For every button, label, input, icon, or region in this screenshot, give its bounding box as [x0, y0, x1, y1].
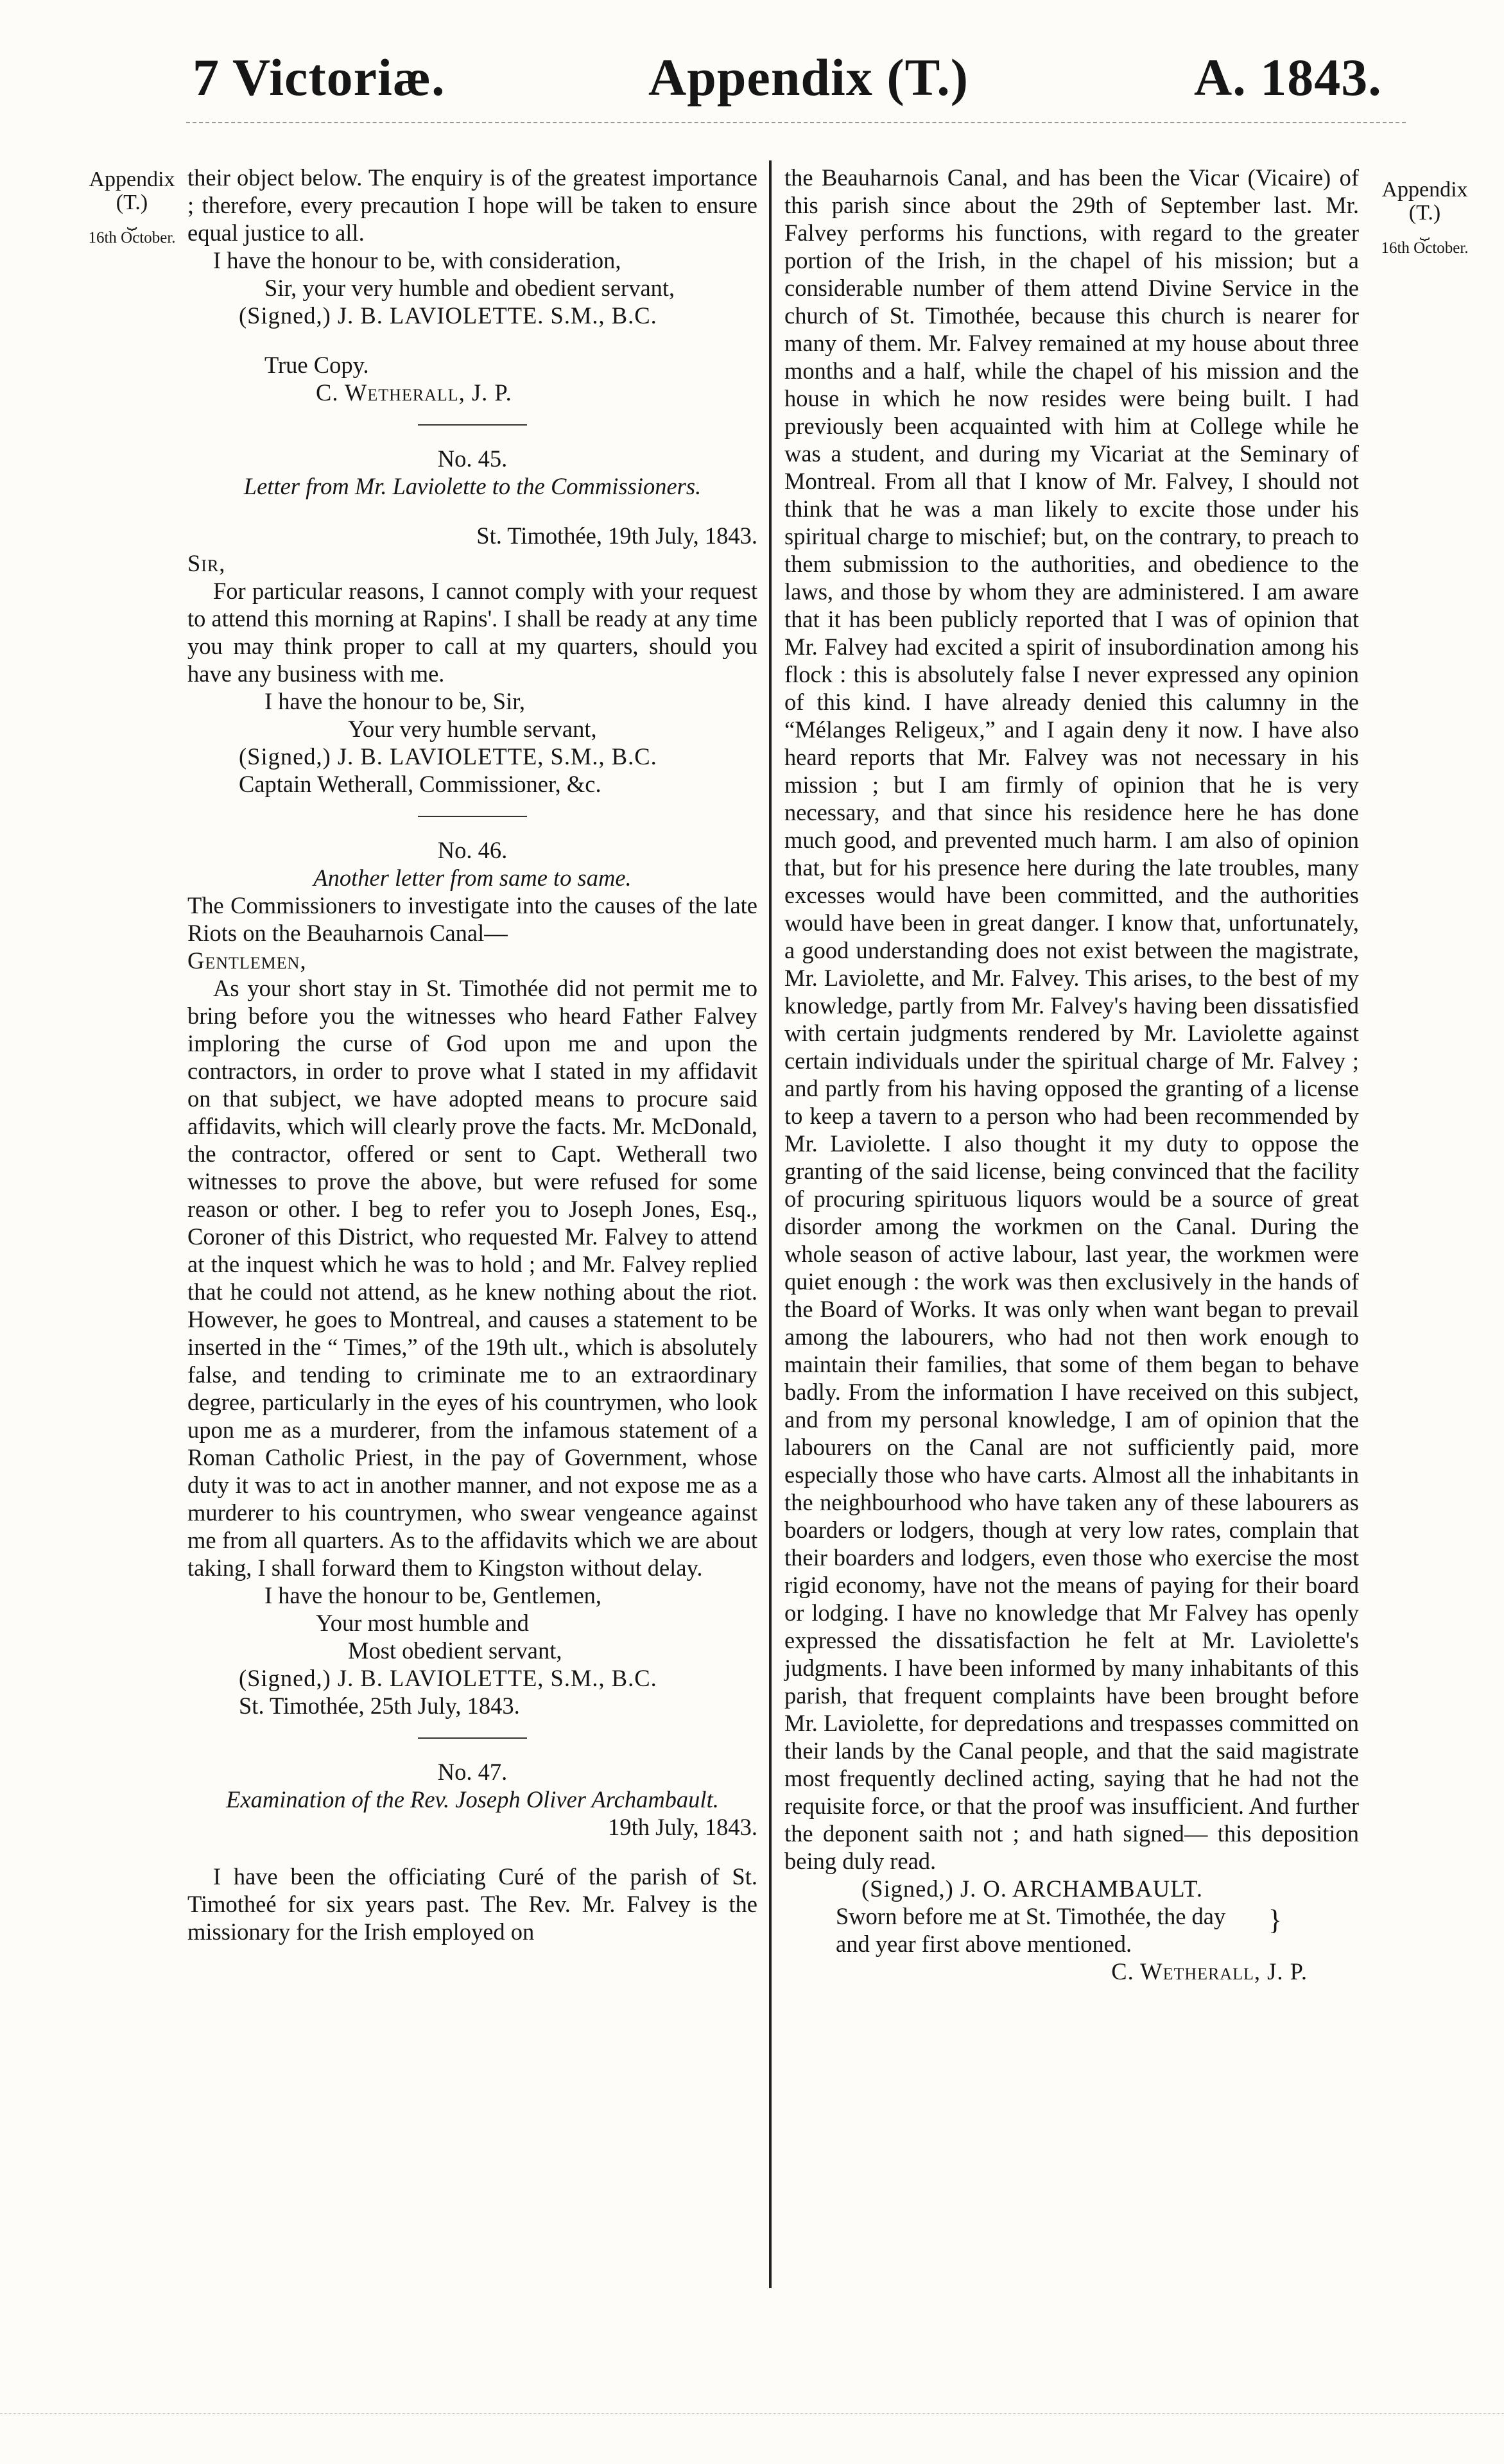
- examination-body-continued: the Beauharnois Canal, and has been the Vicar (Vicaire) of this parish since about the 29th of September last. Mr. Falvey performs his functions, with regard to the greater portion of the Irish, in the chapel of his mission; but a considerable number of them attend Divine Service in the church of St. Timothée, because this church is nearer for many of them. Mr. Falvey remained at my house about three months and a half, while the chapel of his mission and the house in which he now resides were being built. I had previously been acquainted with him at College while he was a student, and during my Vicariat at the Seminary of Montreal. From all that I know of Mr. Falvey, I should not think that he was a man likely to excite those under his spiritual charge to mischief; but, on the contrary, to preach to them submission to the authorities, and obedience to the laws, and those by whom they are administered. I am aware that it has been publicly reported that I was of opinion that Mr. Falvey had excited a spirit of insubordination among his flock : this is absolutely false I never expressed any opinion of this kind. I have already denied this calumny in the “Mélanges Religeux,” and I again deny it now. I have also heard reports that Mr. Falvey was not necessary in his mission ; but I am firmly of opinion that he is very necessary, and that since his residence here he has done much good, and prevented much harm. I am also of opinion that, but for his presence here during the late troubles, many excesses would have been committed, and the authorities would have been in great danger. I know that, unfortunately, a good understanding does not exist between the magistrate, Mr. Laviolette, and Mr. Falvey. This arises, to the best of my knowledge, partly from Mr. Falvey's having been dissatisfied with certain judgments rendered by Mr. Laviolette against certain individuals under the spiritual charge of Mr. Falvey ; and partly from his having opposed the granting of a license to keep a tavern to a person who had been recommended by Mr. Laviolette. I also thought it my duty to oppose the granting of the said license, being convinced that the facility of procuring spirituous liquors would be a source of great disorder among the workmen on the Canal. During the whole season of active labour, last year, the workmen were quiet enough : the work was then exclusively in the hands of the Board of Works. It was only when want began to prevail among the labourers, who had not then work enough to maintain their families, that some of them began to behave badly. From the information I have received on this subject, and from my personal knowledge, I am of opinion that the labourers on the Canal are not sufficiently paid, more especially those who have carts. Almost all the inhabitants in the neighbourhood who have taken any of these labourers as boarders or lodgers, though at very low rates, complain that their boarders and lodgers, even those who exercise the most rigid economy, have not the means of paying for their board or lodging. I have no knowledge that Mr Falvey has openly expressed the dissatisfaction he felt at Mr. Laviolette's judgments. I have been informed by many inhabitants of this parish, that frequent complaints have been brought before Mr. Laviolette, for depredations and trespasses committed on their lands by the Canal people, and that the said magistrate most frequently declined acting, saying that he had not the requisite force, or that the proof was insufficient. And further the deponent saith not ; and hath signed— this deposition being duly read.: [784, 164, 1359, 1874]
- closing-line: I have the honour to be, Sir,: [264, 688, 526, 714]
- right-column: [784, 164, 1359, 1985]
- closing-line: Your most humble and: [316, 1610, 529, 1636]
- right-brace-icon: }: [1268, 1904, 1282, 1936]
- margin-appendix-label: Appendix: [89, 168, 175, 191]
- letter-address: The Commissioners to investigate into the causes of the late Riots on the Beauharnois Canal—: [187, 892, 757, 946]
- header-regnal-year: 7 Victoriæ.: [193, 48, 445, 107]
- header-rule: [186, 122, 1406, 123]
- continuation-paragraph: their object below. The enquiry is of the greatest importance ; therefore, every precaution I hope will be taken to ensure equal justice to all.: [187, 164, 757, 246]
- margin-brace-icon: ⏟: [1419, 221, 1430, 240]
- document-number: No. 47.: [437, 1759, 508, 1785]
- closing-line: Most obedient servant,: [348, 1637, 562, 1664]
- document-title: Letter from Mr. Laviolette to the Commissioners.: [243, 473, 702, 499]
- closing-line: I have the honour to be, with consideration,: [213, 247, 621, 273]
- column-divider: [769, 160, 772, 2288]
- closing-line: Sir, your very humble and obedient servant,: [264, 275, 675, 301]
- document-number: No. 45.: [437, 445, 508, 472]
- margin-appendix-letter: (T.): [116, 191, 148, 214]
- margin-appendix-letter: (T.): [1408, 201, 1441, 225]
- signature-line: (Signed,) J. O. ARCHAMBAULT.: [861, 1875, 1203, 1902]
- margin-date: 16th October.: [1381, 239, 1469, 257]
- sworn-text: Sworn before me at St. Timothée, the day and year first above mentioned.: [836, 1903, 1226, 1957]
- letter-body: For particular reasons, I cannot comply with your request to attend this morning at Rapins'. I shall be ready at any time you may think proper to call at my quarters, should you have any business with me.: [187, 578, 757, 687]
- true-copy-signature: C. Wetherall, J. P.: [316, 379, 512, 406]
- document-title: Another letter from same to same.: [313, 865, 632, 891]
- document-date: 19th July, 1843.: [608, 1814, 757, 1840]
- closing-line: Your very humble servant,: [348, 716, 597, 742]
- signature-line: (Signed,) J. B. LAVIOLETTE. S.M., B.C.: [239, 302, 657, 329]
- closing-line: I have the honour to be, Gentlemen,: [264, 1582, 602, 1608]
- header-appendix-title: Appendix (T.): [648, 48, 969, 107]
- sworn-statement: [784, 1902, 1359, 1958]
- section-rule: [418, 424, 527, 426]
- margin-appendix-label: Appendix: [1381, 178, 1468, 202]
- header-year: A. 1843.: [1194, 48, 1382, 107]
- signature-line: (Signed,) J. B. LAVIOLETTE, S.M., B.C.: [239, 1665, 657, 1691]
- witness-signature: C. Wetherall, J. P.: [1111, 1958, 1308, 1985]
- salutation: Gentlemen,: [187, 947, 307, 974]
- right-margin-note: [1369, 178, 1481, 258]
- section-rule: [418, 1737, 527, 1739]
- true-copy-label: True Copy.: [264, 352, 369, 378]
- document-title: Examination of the Rev. Joseph Oliver Archambault.: [226, 1786, 719, 1813]
- left-column: [187, 164, 757, 1945]
- margin-date: 16th October.: [88, 229, 176, 246]
- document-date: St. Timothée, 19th July, 1843.: [476, 522, 757, 549]
- addressee-line: Captain Wetherall, Commissioner, &c.: [239, 771, 601, 797]
- section-rule: [418, 816, 527, 817]
- left-margin-note: [76, 168, 188, 248]
- examination-body: I have been the officiating Curé of the parish of St. Timotheé for six years past. The Rev. Mr. Falvey is the missionary for the Irish employed on: [187, 1863, 757, 1945]
- salutation: Sir,: [187, 550, 226, 576]
- signature-line: (Signed,) J. B. LAVIOLETTE, S.M., B.C.: [239, 743, 657, 770]
- scan-bottom-edge: [0, 2413, 1504, 2440]
- letter-body: As your short stay in St. Timothée did not permit me to bring before you the witnesses who heard Father Falvey imploring the curse of God upon me and upon the contractors, in order to prove what I stated in my affidavit on that subject, we have adopted means to procure said affidavits, which will clearly prove the facts. Mr. McDonald, the contractor, offered or sent to Capt. Wetherall two witnesses to prove the above, but were refused for some reason or other. I beg to refer you to Joseph Jones, Esq., Coroner of this District, who requested Mr. Falvey to attend at the inquest which he was to hold ; and Mr. Falvey replied that he could not attend, as he knew nothing about the riot. However, he goes to Montreal, and causes a statement to be inserted in the “ Times,” of the 19th ult., which is absolutely false, and tending to criminate me to an extraordinary degree, particularly in the eyes of his countrymen, who look upon me as a murderer, from the infamous statement of a Roman Catholic Priest, in the pay of Government, whose duty it was to act in another manner, and not expose me as a murderer to his countrymen, who swear vengeance against me from all quarters. As to the affidavits which we are about taking, I shall forward them to Kingston without delay.: [187, 975, 757, 1581]
- document-number: No. 46.: [437, 837, 508, 863]
- margin-brace-icon: ⏟: [126, 211, 137, 230]
- place-date-line: St. Timothée, 25th July, 1843.: [239, 1693, 520, 1719]
- running-header: [0, 39, 1504, 116]
